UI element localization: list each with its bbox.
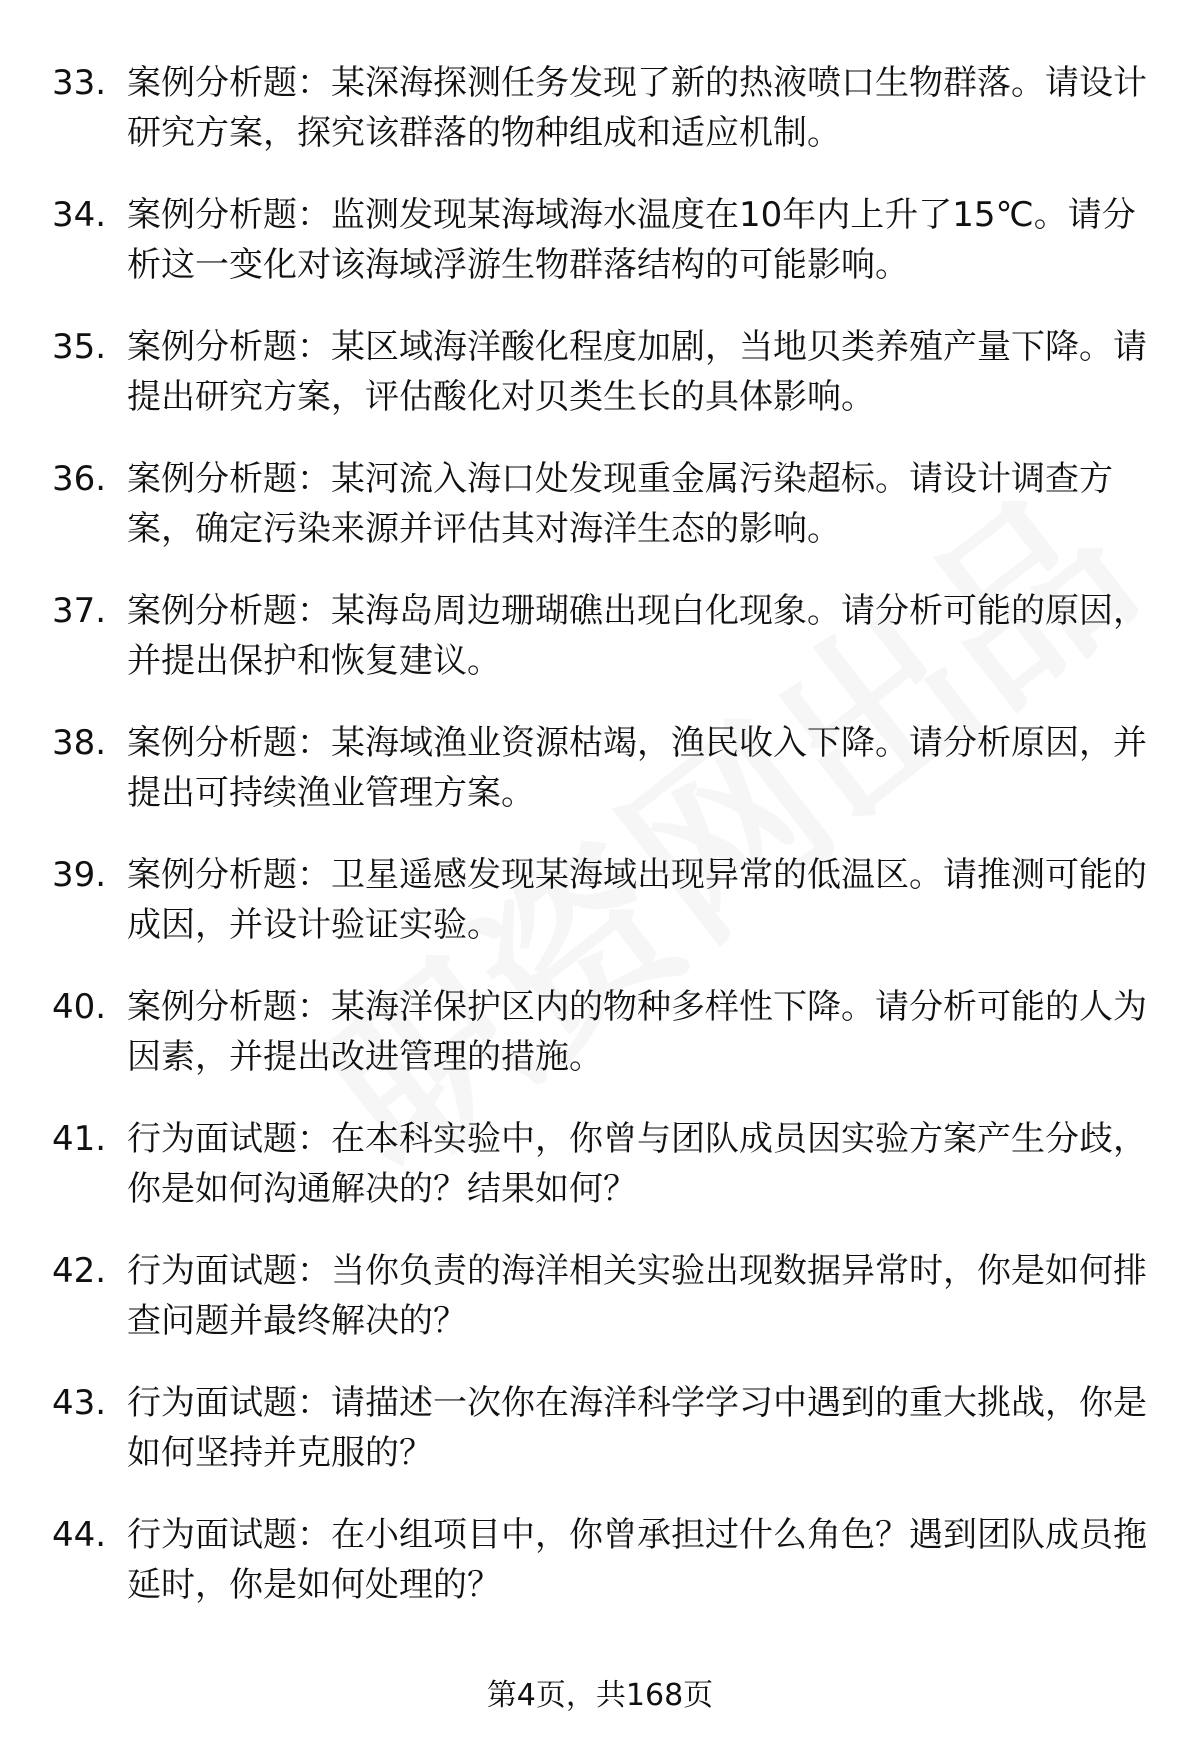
question-text: 行为面试题：请描述一次你在海洋科学学习中遇到的重大挑战，你是如何坚持并克服的？ [127,1383,1147,1473]
question-item [0,850,1200,982]
question-item [0,190,1200,322]
page-footer [0,1676,1200,1716]
question-item [0,454,1200,586]
question-number: 37. [52,591,107,631]
question-text: 案例分析题：某深海探测任务发现了新的热液喷口生物群落。请设计研究方案，探究该群落的物种组成和适应机制。 [127,63,1147,153]
question-item [0,982,1200,1114]
question-item [0,1114,1200,1246]
question-number: 42. [52,1251,107,1291]
question-item [0,1246,1200,1378]
question-number: 36. [52,459,107,499]
question-number: 43. [52,1383,107,1423]
question-text: 案例分析题：某海域渔业资源枯竭，渔民收入下降。请分析原因，并提出可持续渔业管理方案。 [127,723,1147,813]
question-item [0,586,1200,718]
question-text: 行为面试题：在本科实验中，你曾与团队成员因实验方案产生分歧，你是如何沟通解决的？结果如何？ [127,1119,1147,1209]
question-number: 44. [52,1515,107,1555]
question-text: 案例分析题：某海洋保护区内的物种多样性下降。请分析可能的人为因素，并提出改进管理的措施。 [127,987,1147,1077]
question-item [0,1378,1200,1510]
question-text: 案例分析题：监测发现某海域海水温度在10年内上升了15℃。请分析这一变化对该海域浮游生物群落结构的可能影响。 [127,195,1136,285]
question-list [0,58,1200,1642]
question-text: 案例分析题：某区域海洋酸化程度加剧，当地贝类养殖产量下降。请提出研究方案，评估酸化对贝类生长的具体影响。 [127,327,1147,417]
question-number: 34. [52,195,107,235]
page-number-label: 第4页，共168页 [486,1678,714,1713]
question-item [0,1510,1200,1642]
question-text: 行为面试题：当你负责的海洋相关实验出现数据异常时，你是如何排查问题并最终解决的？ [127,1251,1147,1341]
question-number: 35. [52,327,107,367]
question-text: 案例分析题：某河流入海口处发现重金属污染超标。请设计调查方案，确定污染来源并评估其对海洋生态的影响。 [127,459,1113,549]
question-number: 38. [52,723,107,763]
question-number: 33. [52,63,107,103]
question-item [0,58,1200,190]
question-number: 41. [52,1119,107,1159]
question-text: 行为面试题：在小组项目中，你曾承担过什么角色？遇到团队成员拖延时，你是如何处理的？ [127,1515,1147,1605]
question-text: 案例分析题：卫星遥感发现某海域出现异常的低温区。请推测可能的成因，并设计验证实验。 [127,855,1147,945]
question-number: 40. [52,987,107,1027]
question-text: 案例分析题：某海岛周边珊瑚礁出现白化现象。请分析可能的原因，并提出保护和恢复建议。 [127,591,1147,681]
question-item [0,322,1200,454]
question-number: 39. [52,855,107,895]
question-item [0,718,1200,850]
